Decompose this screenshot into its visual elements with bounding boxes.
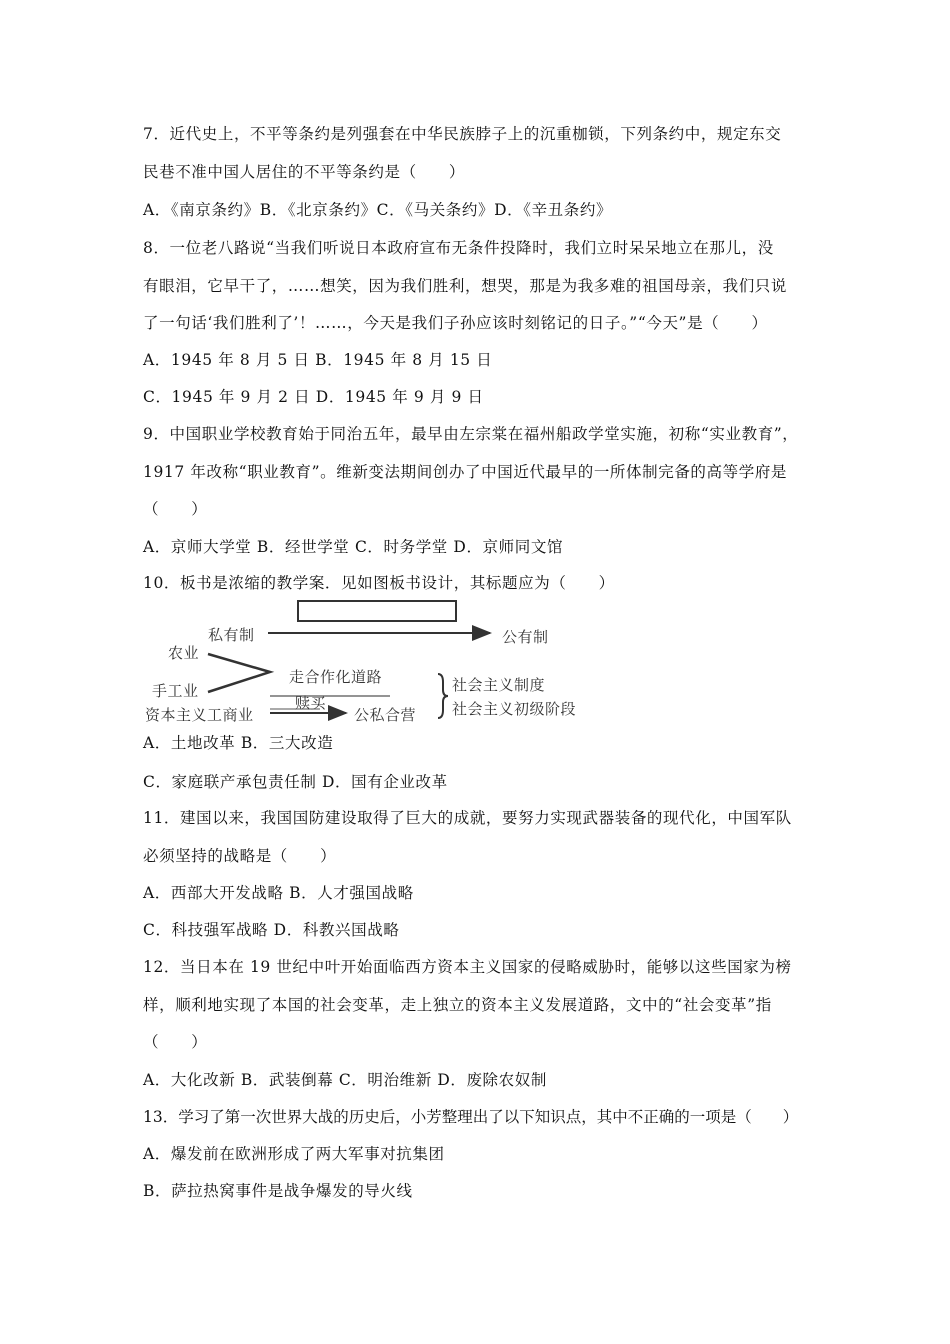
q11-stem-line-1: 11．建国以来，我国国防建设取得了巨大的成就，要努力实现武器装备的现代化，中国军队: [143, 809, 792, 827]
q10-options-2: C．家庭联产承包责任制 D．国有企业改革: [143, 773, 448, 791]
q13-stem: 13．学习了第一次世界大战的历史后，小芳整理出了以下知识点，其中不正确的一项是（ ）: [143, 1108, 799, 1126]
q8-options-1: A．1945 年 8 月 5 日 B．1945 年 8 月 15 日: [143, 351, 493, 369]
label-cooperative: 走合作化道路: [289, 668, 383, 686]
q7-options: A．《南京条约》B．《北京条约》C．《马关条约》D．《辛丑条约》: [143, 201, 613, 219]
q8-stem-line-1: 8．一位老八路说“当我们听说日本政府宣布无条件投降时，我们立时呆呆地立在那儿，没: [143, 239, 774, 257]
q10-options-1: A．土地改革 B．三大改造: [143, 734, 334, 752]
q9-stem-line-3: （ ）: [143, 500, 208, 518]
blackboard-diagram: [140, 596, 600, 722]
q12-stem-line-1: 12．当日本在 19 世纪中叶开始面临西方资本主义国家的侵略威胁时，能够以这些国家为榜: [143, 958, 792, 976]
label-private: 私有制: [208, 626, 255, 644]
q12-options: A．大化改新 B．武装倒幕 C．明治维新 D．废除农奴制: [143, 1071, 547, 1089]
q13-option-a: A．爆发前在欧洲形成了两大军事对抗集团: [143, 1145, 445, 1163]
q9-options: A．京师大学堂 B．经世学堂 C．时务学堂 D．京师同文馆: [143, 538, 564, 556]
label-public: 公有制: [502, 628, 549, 646]
q8-options-2: C．1945 年 9 月 2 日 D．1945 年 9 月 9 日: [143, 388, 484, 406]
right-brace: [438, 674, 448, 718]
q9-stem-line-2: 1917 年改称“职业教育”。维新变法期间创办了中国近代最早的一所体制完备的高等学府是: [143, 463, 788, 481]
merge-chevron: [208, 654, 270, 692]
q7-stem-line-1: 7．近代史上，不平等条约是列强套在中华民族脖子上的沉重枷锁，下列条约中，规定东交: [143, 125, 782, 143]
label-capitalist: 资本主义工商业: [145, 706, 254, 724]
q12-stem-line-2: 样，顺利地实现了本国的社会变革，走上独立的资本主义发展道路，文中的“社会变革”指: [143, 996, 772, 1014]
q8-stem-line-3: 了一句话‘我们胜利了’！……，今天是我们子孙应该时刻铭记的日子。”“今天”是（ ）: [143, 314, 768, 332]
q9-stem-line-1: 9．中国职业学校教育始于同治五年，最早由左宗棠在福州船政学堂实施，初称“实业教育”，: [143, 425, 799, 443]
q11-options-2: C．科技强军战略 D．科教兴国战略: [143, 921, 400, 939]
q8-stem-line-2: 有眼泪，它早干了，……想笑，因为我们胜利，想哭，那是为我多难的祖国母亲，我们只说: [143, 277, 788, 295]
q12-stem-line-3: （ ）: [143, 1033, 208, 1051]
q7-stem-line-2: 民巷不准中国人居住的不平等条约是（ ）: [143, 163, 466, 181]
label-joint: 公私合营: [354, 706, 417, 724]
label-agriculture: 农业: [168, 644, 200, 662]
label-handicraft: 手工业: [152, 682, 199, 700]
label-redemption: 赎买: [295, 694, 327, 712]
q10-stem: 10．板书是浓缩的教学案．见如图板书设计，其标题应为（ ）: [143, 574, 615, 592]
q13-option-b: B．萨拉热窝事件是战争爆发的导火线: [143, 1182, 413, 1200]
q11-stem-line-2: 必须坚持的战略是（ ）: [143, 847, 337, 865]
q11-options-1: A．西部大开发战略 B．人才强国战略: [143, 884, 414, 902]
label-primary-stage: 社会主义初级阶段: [452, 700, 577, 718]
label-socialist-system: 社会主义制度: [452, 676, 546, 694]
